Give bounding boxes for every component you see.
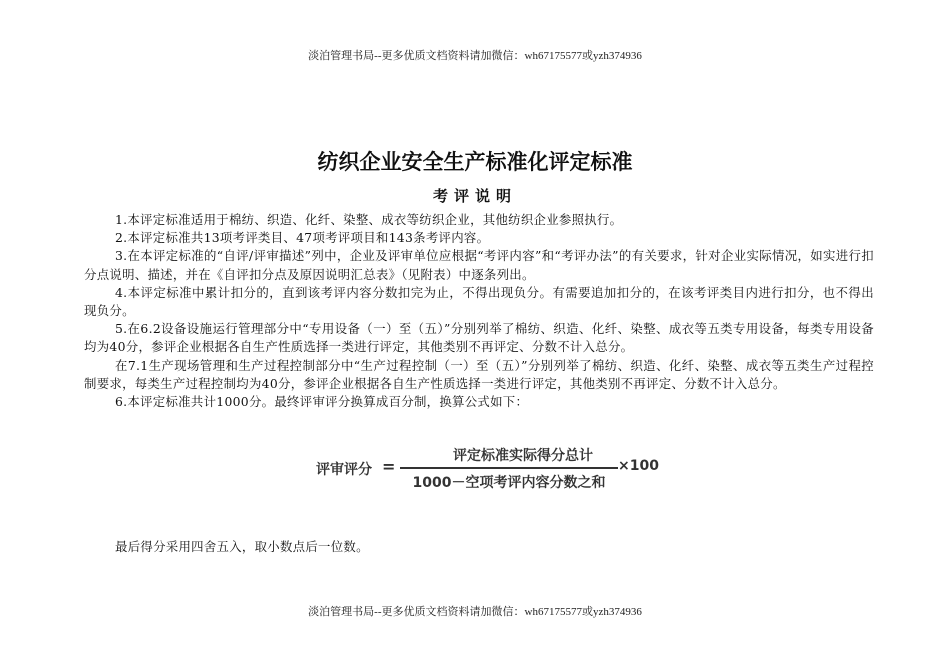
score-formula (312, 445, 672, 495)
formula-equals: = (382, 457, 396, 476)
paragraph-5-continued: 在7.1生产现场管理和生产过程控制部分中“生产过程控制（一）至（五）”分别列举了棉纺、织造、化纤、染整、成衣等五类生产过程控制要求，每类生产过程控制均为40分，参评企业根据各自生产性质选择一类进行评定，其他类别不再评定、分数不计入总分。 (84, 357, 874, 391)
formula-multiplier: ×100 (618, 458, 659, 474)
fraction-bar (400, 467, 618, 469)
section-subtitle: 考评说明 (432, 187, 517, 205)
page-footer: 淡泊管理书局--更多优质文档资料请加微信：wh67175577或yzh374936 (308, 606, 642, 618)
paragraph-1: 1.本评定标准适用于棉纺、织造、化纤、染整、成衣等纺织企业，其他纺织企业参照执行。 (115, 212, 623, 227)
document-title: 纺织企业安全生产标准化评定标准 (317, 150, 633, 174)
formula-numerator: 评定标准实际得分总计 (453, 448, 593, 464)
explanation-body (84, 211, 874, 411)
paragraph-4: 4.本评定标准中累计扣分的，直到该考评内容分数扣完为止，不得出现负分。有需要追加扣分的，在该考评类目内进行扣分，也不得出现负分。 (84, 284, 874, 319)
page-header: 淡泊管理书局--更多优质文档资料请加微信：wh67175577或yzh374936 (308, 50, 642, 62)
formula-lhs: 评审评分 (316, 462, 372, 478)
paragraph-2: 2.本评定标准共13项考评类目、47项考评项目和143条考评内容。 (115, 230, 490, 246)
paragraph-6: 6.本评定标准共计1000分。最终评审评分换算成百分制，换算公式如下： (115, 394, 529, 410)
rounding-note: 最后得分采用四舍五入，取小数点后一位数。 (115, 539, 369, 554)
formula-denominator: 1000－空项考评内容分数之和 (412, 475, 606, 491)
paragraph-5: 5.在6.2设备设施运行管理部分中“专用设备（一）至（五）”分别列举了棉纺、织造、化纤、染整、成衣等五类专用设备，每类专用设备均为40分，参评企业根据各自生产性质选择一类进行评定，其他类别不再评定、分数不计入总分。 (84, 321, 874, 355)
paragraph-3: 3.在本评定标准的“自评/评审描述”列中，企业及评审单位应根据“考评内容”和“考评办法”的有关要求，针对企业实际情况，如实进行扣分点说明、描述，并在《自评扣分点及原因说明汇总表》（见附表）中逐条列出。 (84, 248, 874, 282)
